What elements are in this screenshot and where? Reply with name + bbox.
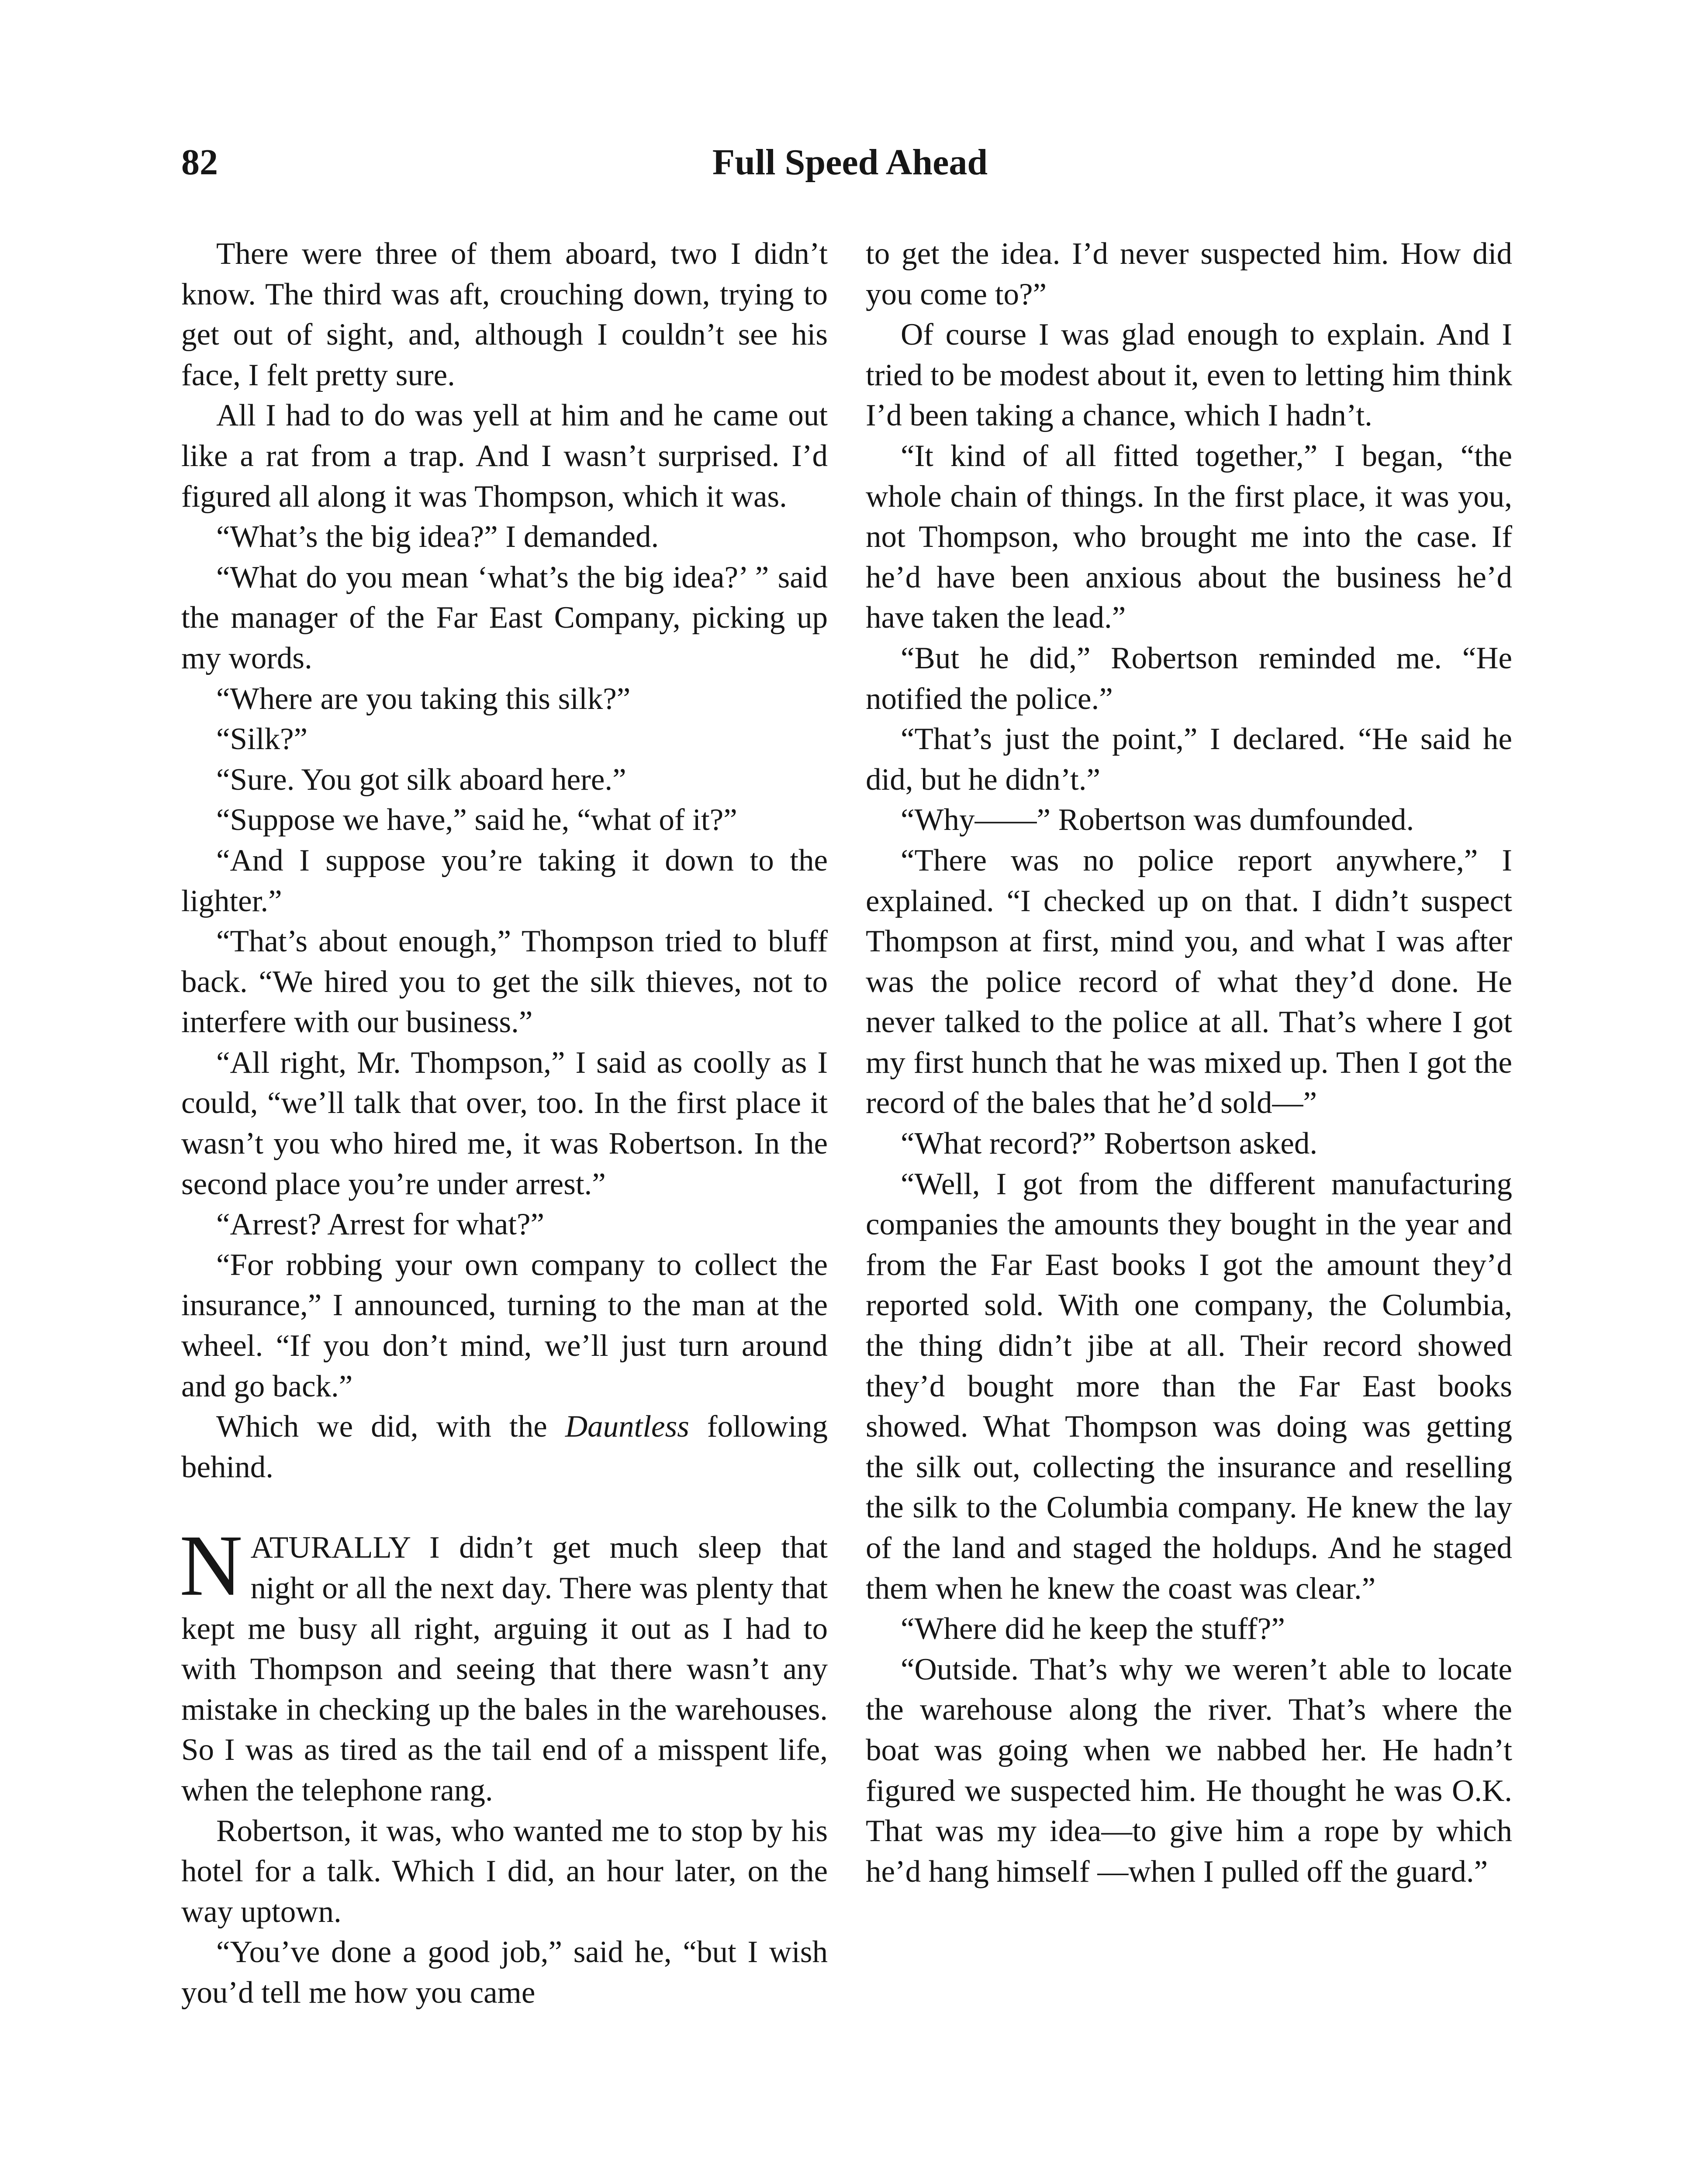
paragraph: “For robbing your own company to collect the insurance,” I announced, turning to the man at the wheel. “If you don’t mind, we’ll just turn around and go back.”: [181, 1248, 828, 1403]
paragraph: “Outside. That’s why we weren’t able to locate the warehouse along the river. That’s where the boat was going when we nabbed her. He hadn’t figured we suspected him. He thought he was O.K. That was my idea—to give him a rope by which he’d hang himself —when I pulled off the guard.”: [866, 1652, 1512, 1889]
right-column: [866, 234, 1512, 1892]
drop-cap: N: [180, 1517, 243, 1614]
paragraph: “Where are you taking this silk?”: [216, 681, 631, 716]
text-run: following behind.: [181, 1410, 828, 1484]
paragraph: “All right, Mr. Thompson,” I said as coolly as I could, “we’ll talk that over, too. In the first place it wasn’t you who hired me, it was Robertson. In the second place you’re under arrest.”: [181, 1045, 828, 1201]
paragraph: “And I suppose you’re taking it down to the lighter.”: [181, 843, 828, 918]
paragraph: “What do you mean ‘what’s the big idea?’ ” said the manager of the Far East Company, picking up my words.: [181, 560, 828, 675]
running-head-title: Full Speed Ahead: [712, 142, 988, 183]
paragraph: “What record?” Robertson asked.: [901, 1127, 1318, 1161]
paragraph: “Suppose we have,” said he, “what of it?”: [216, 803, 737, 837]
left-column: [181, 234, 828, 2013]
paragraph: “Silk?”: [216, 722, 308, 757]
paragraph: “That’s about enough,” Thompson tried to bluff back. “We hired you to get the silk thieves, not to interfere with our business.”: [181, 924, 828, 1040]
section-end-paragraph: [181, 1406, 828, 1487]
paragraph: “Sure. You got silk aboard here.”: [216, 762, 626, 797]
paragraph: “That’s just the point,” I declared. “He said he did, but he didn’t.”: [866, 722, 1512, 797]
paragraph: There were three of them aboard, two I didn’t know. The third was aft, crouching down, trying to get out of sight, and, although I couldn’t see his face, I felt pretty sure.: [181, 237, 828, 392]
paragraph: “What’s the big idea?” I demanded.: [216, 520, 659, 554]
continued-paragraph: to get the idea. I’d never suspected him. How did you come to?”: [866, 237, 1512, 311]
paragraph: “You’ve done a good job,” said he, “but I wish you’d tell me how you came: [181, 1935, 828, 2010]
paragraph: “Well, I got from the different manufacturing companies the amounts they bought in the year and from the Far East books I got the amount they’d reported sold. With one company, the Columbia, the thing didn’t jibe at all. Their record showed they’d bought more than the Far East books showed. What Thompson was doing was getting the silk out, collecting the insurance and reselling the silk to the Columbia company. He knew the lay of the land and staged the holdups. And he staged them when he knew the coast was clear.”: [866, 1167, 1512, 1606]
section-opening-paragraph: [180, 1517, 828, 1811]
paragraph: “There was no police report anywhere,” I explained. “I checked up on that. I didn’t suspect Thompson at first, mind you, and what I was after was the police record of what they’d done. He never talked to the police at all. That’s where I got my first hunch that he was mixed up. Then I got the record of the bales that he’d sold—”: [866, 843, 1512, 1120]
text-run: ATURALLY I didn’t get much sleep that night or all the next day. There was plenty that kept me busy all right, arguing it out as I had to with Thompson and seeing that there wasn’t any mistake in checking up the bales in the warehouses. So I was as tired as the tail end of a misspent life, when the telephone rang.: [181, 1531, 828, 1807]
paragraph: “Arrest? Arrest for what?”: [216, 1207, 545, 1242]
page-number: 82: [181, 142, 218, 183]
paragraph: “Where did he keep the stuff?”: [901, 1612, 1285, 1646]
paragraph: “Why——” Robertson was dumfounded.: [901, 803, 1414, 837]
text-run: Which we did, with the: [216, 1410, 565, 1444]
paragraph: Of course I was glad enough to explain. And I tried to be modest about it, even to letting him think I’d been taking a chance, which I hadn’t.: [866, 318, 1512, 433]
boat-name: Dauntless: [565, 1410, 689, 1444]
paragraph: “But he did,” Robertson reminded me. “He notified the police.”: [866, 641, 1512, 716]
paragraph: “It kind of all fitted together,” I began, “the whole chain of things. In the first place, it was you, not Thompson, who brought me into the case. If he’d have been anxious about the business he’d have taken the lead.”: [866, 439, 1512, 635]
paragraph: All I had to do was yell at him and he came out like a rat from a trap. And I wasn’t surprised. I’d figured all along it was Thompson, which it was.: [181, 398, 828, 514]
paragraph: Robertson, it was, who wanted me to stop by his hotel for a talk. Which I did, an hour later, on the way uptown.: [181, 1814, 828, 1929]
